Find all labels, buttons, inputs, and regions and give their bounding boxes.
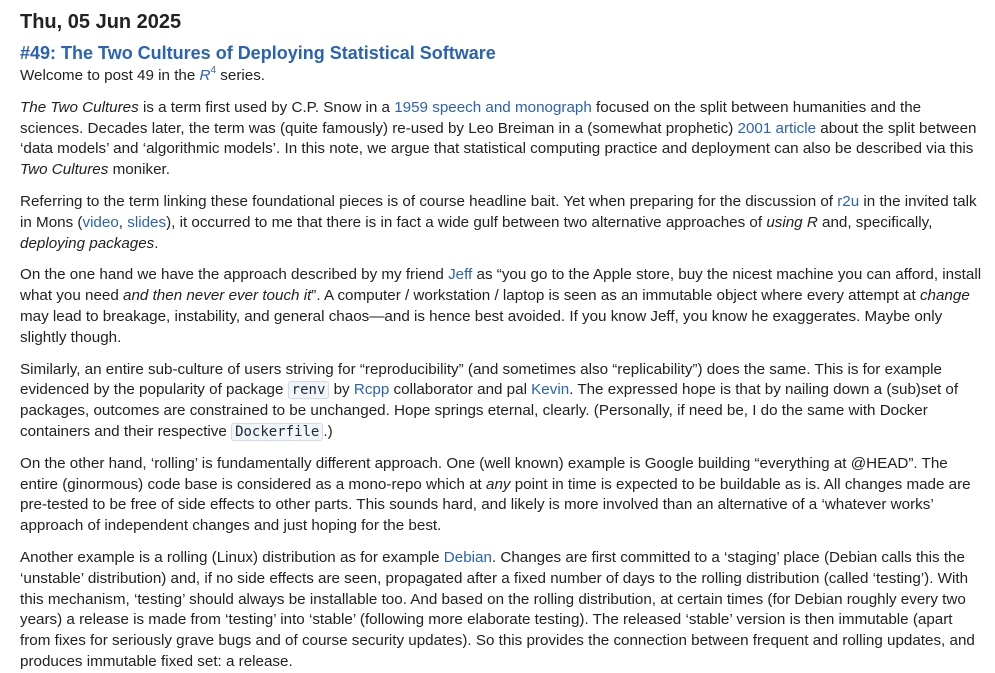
link-kevin[interactable]: Kevin — [531, 381, 570, 399]
paragraph-reproducibility — [20, 360, 985, 443]
p6-text-2: . Changes are first committed to a ‘staging’ place (Debian calls this the ‘unstable’ distribution) and, if no side effects are seen, propagated after a fixed number of days to the rolling distribution (called ‘testing’). With this mechanism, ‘testing’ should always be installable too. And based on the rolling distribution, at certain times (for Debian roughly every two years) a release is made from ‘testing’ into ‘stable’ (following more elaborate testing). The released ‘stable’ version is then immutable (apart from fixes for seriously grave bugs and of course security updates). So this provides the connection between frequent and rolling updates, and produces immutable fixed set: a release. — [20, 548, 975, 670]
paragraph-two-cultures — [20, 98, 985, 181]
p2-em-using-r: using R — [766, 213, 818, 231]
post-date: Thu, 05 Jun 2025 — [20, 11, 182, 33]
moniker-two-cultures: Two Cultures — [20, 161, 109, 179]
series-link-text: R — [199, 67, 211, 84]
p1-text-3: about the split between ‘data models’ and ‘algorithmic models’. In this note, we argue that statistical computing practice and deployment can also be described via this — [20, 119, 977, 158]
p5-text-2: point in time is expected to be buildable as is. All changes made are pre-tested to be free of side effects to other parts. This sounds hard, and likely is more involved than an alternative of a ‘whatever works’ approach of independent changes and just hoping for the best. — [20, 475, 971, 535]
link-debian[interactable]: Debian — [443, 548, 492, 566]
p3-em-change: change — [919, 287, 970, 305]
p4-text-2: by — [329, 381, 354, 399]
link-jeff[interactable]: Jeff — [448, 266, 473, 284]
series-link[interactable] — [199, 64, 217, 84]
p4-text-1: Similarly, an entire sub-culture of users striving for “reproducibility” (and sometimes also “replicability”) does the same. This is for example evidenced by the popularity of package — [20, 360, 942, 399]
p2-text-6: . — [154, 234, 159, 252]
paragraph-debian — [20, 548, 985, 673]
p5-text-1: On the other hand, ‘rolling’ is fundamentally different approach. One (well known) example is Google building “everything at @HEAD”. The entire (ginormous) code base is considered as a mono-repo which at — [20, 454, 948, 493]
p3-text-1: On the one hand we have the approach described by my friend — [20, 266, 449, 284]
link-rcpp[interactable]: Rcpp — [353, 381, 390, 399]
p1-text-1: is a term first used by C.P. Snow in a — [138, 98, 395, 116]
paragraph-jeff — [20, 265, 985, 348]
code-dockerfile: Dockerfile — [231, 423, 323, 441]
p3-text-2: as “you go to the Apple store, buy the nicest machine you can afford, install what you need — [20, 266, 982, 305]
p3-text-3: ”. A computer / workstation / laptop is seen as an immutable object where every attempt at — [311, 287, 920, 305]
post-title-link[interactable]: #49: The Two Cultures of Deploying Statistical Software — [20, 43, 496, 63]
p4-text-3: collaborator and pal — [389, 381, 532, 399]
p5-em-any: any — [486, 475, 511, 493]
p2-em-deploying-packages: deploying packages — [20, 234, 155, 252]
link-slides[interactable]: slides — [127, 213, 167, 231]
p4-text-4: . The expressed hope is that by nailing down a (sub)set of packages, outcomes are constrained to be unchanged. Hope springs eternal, clearly. (Personally, if need be, I do the same with Docker containers and their respective — [20, 381, 959, 440]
welcome-paragraph — [20, 66, 985, 87]
p2-text-3: , — [118, 213, 128, 231]
link-2001-article[interactable]: 2001 article — [737, 119, 817, 137]
p6-text-1: Another example is a rolling (Linux) distribution as for example — [20, 548, 444, 566]
welcome-suffix: series. — [216, 67, 266, 84]
p2-text-5: and, specifically, — [817, 213, 933, 231]
p2-text-2: in the invited talk in Mons ( — [20, 192, 977, 231]
p3-text-4: may lead to breakage, instability, and general chaos—and is hence best avoided. If you know Jeff, you know he exaggerates. Maybe only slightly though. — [20, 307, 943, 346]
term-two-cultures: The Two Cultures — [20, 98, 139, 116]
paragraph-rolling — [20, 454, 985, 537]
p2-text-1: Referring to the term linking these foundational pieces is of course headline bait. Yet when preparing for the discussion of — [20, 192, 838, 210]
link-r2u[interactable]: r2u — [837, 192, 860, 210]
p4-text-5: .) — [323, 422, 333, 440]
link-1959-speech[interactable]: 1959 speech and monograph — [394, 98, 592, 116]
paragraph-headline-bait — [20, 192, 985, 254]
link-video[interactable]: video — [82, 213, 119, 231]
p1-text-4: moniker. — [108, 161, 170, 179]
p2-text-4: ), it occurred to me that there is in fact a wide gulf between two alternative approaches of — [166, 213, 767, 231]
code-renv: renv — [288, 381, 330, 399]
p3-em-never-touch: and then never ever touch it — [123, 287, 312, 305]
welcome-prefix: Welcome to post 49 in the — [20, 67, 200, 84]
p1-text-2: focused on the split between humanities and the sciences. Decades later, the term was (quite famously) re-used by Leo Breiman in a (somewhat prophetic) — [20, 98, 922, 137]
series-link-sup: 4 — [210, 64, 217, 76]
post-title — [20, 40, 985, 66]
